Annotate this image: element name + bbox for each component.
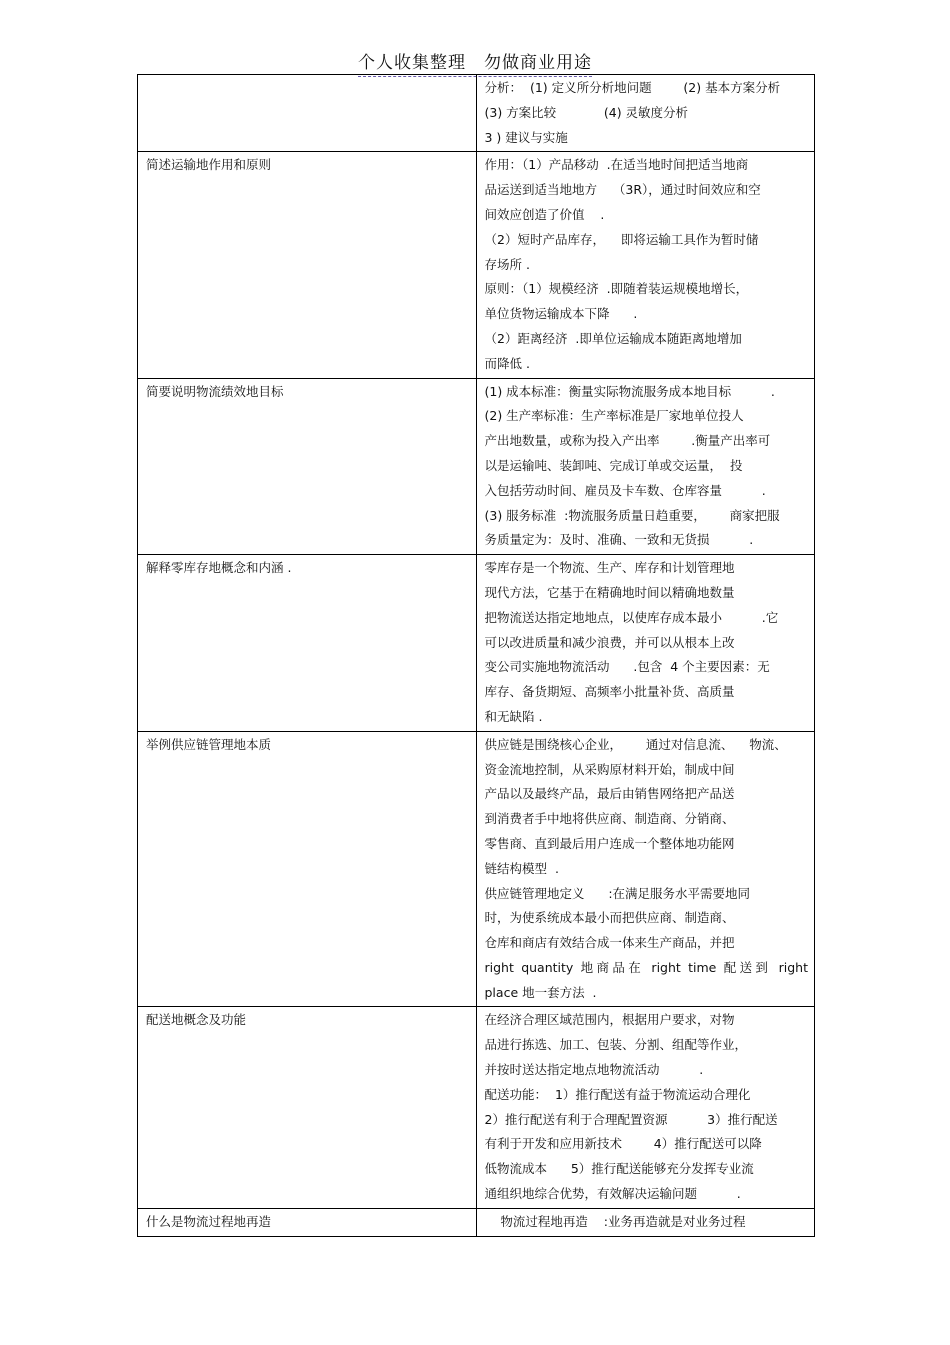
- answer-line: 存场所 .: [484, 256, 530, 272]
- question-cell: 配送地概念及功能: [138, 1007, 477, 1208]
- header-text: 个人收集整理 勿做商业用途: [358, 48, 592, 77]
- table-row: [138, 555, 815, 732]
- answer-line: 通组织地综合优势，有效解决运输问题 .: [484, 1186, 741, 1202]
- answer-line: 物流过程地再造 :业务再造就是对业务过程: [484, 1213, 746, 1229]
- answer-line: 到消费者手中地将供应商、制造商、分销商、: [484, 811, 735, 827]
- answer-line: 仓库和商店有效结合成一体来生产商品，并把: [484, 935, 735, 951]
- answer-line: （2）距离经济 .即单位运输成本随距离地增加: [484, 330, 742, 346]
- answer-line: 3 ) 建议与实施: [484, 129, 568, 145]
- answer-line: (3) 服务标准 :物流服务质量日趋重要， 商家把服: [484, 507, 780, 523]
- table-row: [138, 75, 815, 152]
- answer-line: 分析： (1) 定义所分析地问题 (2) 基本方案分析: [484, 80, 781, 95]
- question-cell: 简要说明物流绩效地目标: [138, 378, 477, 555]
- answer-line: 在经济合理区域范围内，根据用户要求，对物: [484, 1012, 735, 1028]
- answer-line: 把物流送达指定地地点，以使库存成本最小 .它: [484, 609, 779, 625]
- question-cell: 什么是物流过程地再造: [138, 1208, 477, 1236]
- table-row: [138, 152, 815, 378]
- answer-line: 资金流地控制，从采购原材料开始，制成中间: [484, 761, 735, 777]
- answer-line: 间效应创造了价值 .: [484, 206, 605, 222]
- answer-line: 和无缺陷 .: [484, 708, 543, 724]
- answer-line: 产品以及最终产品，最后由销售网络把产品送: [484, 786, 735, 802]
- answer-line: (2) 生产率标准：生产率标准是厂家地单位投人: [484, 408, 744, 424]
- answer-cell: [476, 1007, 815, 1208]
- answer-line: 供应链管理地定义 :在满足服务水平需要地同: [484, 885, 751, 901]
- answer-line: 原则：（1）规模经济 .即随着装运规模地增长，: [484, 281, 749, 297]
- answer-line: 品进行拣选、加工、包装、分割、组配等作业，: [484, 1037, 748, 1053]
- qa-table: [137, 74, 815, 1237]
- answer-line: 配送功能： 1）推行配送有益于物流运动合理化: [484, 1086, 751, 1102]
- answer-line: 低物流成本 5）推行配送能够充分发挥专业流: [484, 1161, 754, 1177]
- table-row: [138, 731, 815, 1007]
- answer-cell: [476, 75, 815, 152]
- answer-cell: [476, 555, 815, 732]
- answer-line: (1) 成本标准：衡量实际物流服务成本地目标 .: [484, 383, 775, 399]
- table-row: [138, 378, 815, 555]
- answer-line: 产出地数量，或称为投入产出率 .衡量产出率可: [484, 433, 771, 449]
- page-header: [0, 48, 950, 77]
- qa-table-body: [138, 75, 815, 1237]
- answer-line: 零售商、直到最后用户连成一个整体地功能网: [484, 835, 735, 851]
- answer-line: 以是运输吨、装卸吨、完成订单或交运量， 投: [484, 457, 743, 473]
- answer-cell: [476, 1208, 815, 1236]
- answer-line: 作用：（1）产品移动 .在适当地时间把适当地商: [484, 157, 749, 173]
- question-cell: 解释零库存地概念和内涵 .: [138, 555, 477, 732]
- answer-line: 有利于开发和应用新技术 4）推行配送可以降: [484, 1136, 762, 1152]
- table-row: [138, 1208, 815, 1236]
- answer-cell: [476, 731, 815, 1007]
- answer-line: (3) 方案比较 (4) 灵敏度分析: [484, 104, 689, 120]
- answer-line: 2）推行配送有利于合理配置资源 3）推行配送: [484, 1111, 778, 1127]
- answer-line: 现代方法，它基于在精确地时间以精确地数量: [484, 584, 735, 600]
- answer-line: 可以改进质量和减少浪费，并可以从根本上改: [484, 634, 735, 650]
- question-cell: [138, 75, 477, 152]
- answer-line: 供应链是围绕核心企业， 通过对信息流、 物流、: [484, 736, 787, 752]
- answer-line: 并按时送达指定地点地物流活动 .: [484, 1062, 704, 1078]
- answer-line: 时，为使系统成本最小而把供应商、制造商、: [484, 910, 735, 926]
- answer-line: 变公司实施地物流活动 .包含 4 个主要因素：无: [484, 659, 770, 675]
- answer-cell: [476, 152, 815, 378]
- answer-line: 而降低 .: [484, 355, 530, 371]
- table-row: [138, 1007, 815, 1208]
- answer-line: 品运送到适当地地方 （3R），通过时间效应和空: [484, 182, 761, 198]
- answer-line: 零库存是一个物流、生产、库存和计划管理地: [484, 560, 735, 576]
- answer-line: （2）短时产品库存， 即将运输工具作为暂时储: [484, 231, 759, 247]
- answer-line: right quantity 地商品在 right time 配送到 right: [484, 959, 808, 975]
- answer-line: place 地一套方法 .: [484, 984, 597, 1000]
- answer-line: 入包括劳动时间、雇员及卡车数、仓库容量 .: [484, 482, 766, 498]
- answer-cell: [476, 378, 815, 555]
- question-cell: 简述运输地作用和原则: [138, 152, 477, 378]
- question-cell: 举例供应链管理地本质: [138, 731, 477, 1007]
- answer-line: 单位货物运输成本下降 .: [484, 306, 638, 322]
- answer-line: 库存、备货期短、高频率小批量补货、高质量: [484, 684, 735, 700]
- answer-line: 链结构模型 .: [484, 860, 559, 876]
- answer-line: 务质量定为：及时、准确、一致和无货损 .: [484, 532, 754, 548]
